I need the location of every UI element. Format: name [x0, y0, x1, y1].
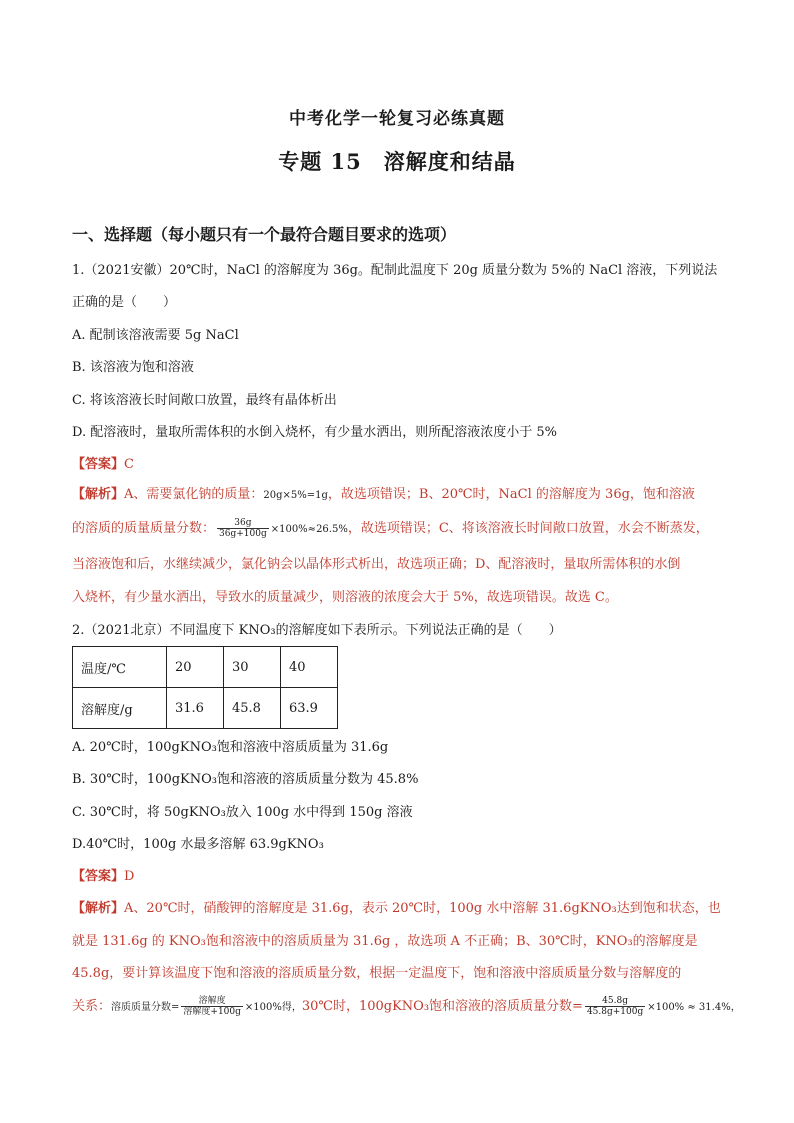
- table-cell: 31.6: [167, 688, 224, 729]
- q1-option-c: C. 将该溶液长时间敞口放置，最终有晶体析出: [72, 393, 337, 408]
- table-cell: 溶解度/g: [73, 688, 167, 729]
- analysis-label: 【解析】: [72, 901, 125, 916]
- q1-analysis-line3: 当溶液饱和后，水继续减少，氯化钠会以晶体形式析出，故选项正确；D、配溶液时，量取所需体积的水倒: [72, 557, 681, 572]
- q2-analysis-line1: [72, 900, 721, 918]
- topic-name: 溶解度和结晶: [383, 149, 516, 174]
- topic-number: 专题 15: [278, 149, 362, 174]
- q1-stem-line2: 正确的是（ ）: [72, 295, 177, 310]
- table-cell: 20: [167, 647, 224, 688]
- table-row: [73, 688, 338, 729]
- q1-analysis-line4: 入烧杯，有少量水洒出，导致水的质量减少，则溶液的浓度会大于 5%，故选项错误。故选 C。: [72, 590, 618, 605]
- fraction-denominator: 溶解度+100g: [183, 1007, 241, 1017]
- q1-option-a: A. 配制该溶液需要 5g NaCl: [72, 328, 239, 343]
- calc-expression: 20g×5%=1g: [263, 490, 328, 501]
- analysis-text: ，故选项错误；C、将该溶液长时间敞口放置，水会不断蒸发，: [347, 521, 709, 536]
- table-cell: 30: [224, 647, 281, 688]
- answer-label: 【答案】: [72, 869, 125, 884]
- answer-value: D: [124, 869, 135, 884]
- q2-answer: [72, 868, 134, 886]
- document-title: 中考化学一轮复习必练真题: [289, 109, 505, 129]
- analysis-text: A、需要氯化钠的质量：: [124, 487, 264, 502]
- table-cell: 45.8: [224, 688, 281, 729]
- q1-stem-line1: 1.（2021安徽）20℃时，NaCl 的溶解度为 36g。配制此温度下 20g 质量分数为 5%的 NaCl 溶液，下列说法: [72, 263, 718, 278]
- analysis-text: A、20℃时，硝酸钾的溶解度是 31.6g，表示 20℃时，100g 水中溶解 31.6gKNO₃达到饱和状态，也: [124, 901, 721, 916]
- analysis-text: 关系：: [72, 999, 112, 1014]
- q2-analysis-line2: 就是 131.6g 的 KNO₃饱和溶液中的溶质质量为 31.6g ，故选项 A 不正确；B、30℃时，KNO₃的溶解度是: [72, 934, 698, 949]
- fraction-tail: ×100% ≈ 31.4%，: [647, 1002, 741, 1013]
- table-cell: 温度/℃: [73, 647, 167, 688]
- fraction-tail: ×100%≈26.5%: [270, 524, 348, 535]
- q1-answer: [72, 456, 134, 474]
- table-cell: 63.9: [281, 688, 338, 729]
- analysis-text: ，故选项错误；B、20℃时，NaCl 的溶解度为 36g，饱和溶液: [327, 487, 695, 502]
- q1-option-b: B. 该溶液为饱和溶液: [72, 360, 194, 375]
- q2-analysis-line3: 45.8g，要计算该温度下饱和溶液的溶质质量分数，根据一定温度下，饱和溶液中溶质质量分数与溶解度的: [72, 966, 682, 981]
- answer-label: 【答案】: [72, 457, 125, 472]
- q2-analysis-line4: [72, 996, 741, 1017]
- section-heading: 一、选择题（每小题只有一个最符合题目要求的选项）: [72, 225, 457, 244]
- fraction-numerator: 45.8g: [585, 996, 645, 1007]
- q1-analysis-line1: [72, 486, 695, 505]
- table-row: [73, 647, 338, 688]
- fraction: [181, 996, 242, 1017]
- q2-option-a: A. 20℃时，100gKNO₃饱和溶液中溶质质量为 31.6g: [72, 740, 389, 755]
- fraction: [585, 996, 645, 1017]
- document-subtitle: [0, 146, 794, 176]
- q2-option-c: C. 30℃时，将 50gKNO₃放入 100g 水中得到 150g 溶液: [72, 805, 413, 820]
- fraction-numerator: 溶解度: [181, 996, 242, 1007]
- analysis-text: 30℃时，100gKNO₃饱和溶液的溶质质量分数=: [301, 999, 583, 1014]
- fraction-denominator: 45.8g+100g: [586, 1007, 644, 1017]
- q2-option-b: B. 30℃时，100gKNO₃饱和溶液的溶质质量分数为 45.8%: [72, 772, 419, 787]
- fraction: [217, 518, 269, 539]
- analysis-label: 【解析】: [72, 487, 125, 502]
- q1-analysis-line2: [72, 518, 709, 539]
- q1-option-d: D. 配溶液时，量取所需体积的水倒入烧杯，有少量水洒出，则所配溶液浓度小于 5%: [72, 425, 557, 440]
- solubility-table: [72, 646, 338, 729]
- analysis-text: 的溶质的质量质量分数：: [72, 521, 216, 536]
- fraction-denominator: 36g+100g: [219, 529, 267, 539]
- formula-lhs: 溶质质量分数=: [111, 1002, 180, 1013]
- q2-option-d: D.40℃时，100g 水最多溶解 63.9gKNO₃: [72, 837, 324, 852]
- formula-tail: ×100%得，: [244, 1002, 302, 1013]
- fraction-numerator: 36g: [217, 518, 269, 529]
- answer-value: C: [124, 457, 134, 472]
- q2-stem: 2.（2021北京）不同温度下 KNO₃的溶解度如下表所示。下列说法正确的是（ ）: [72, 623, 562, 638]
- table-cell: 40: [281, 647, 338, 688]
